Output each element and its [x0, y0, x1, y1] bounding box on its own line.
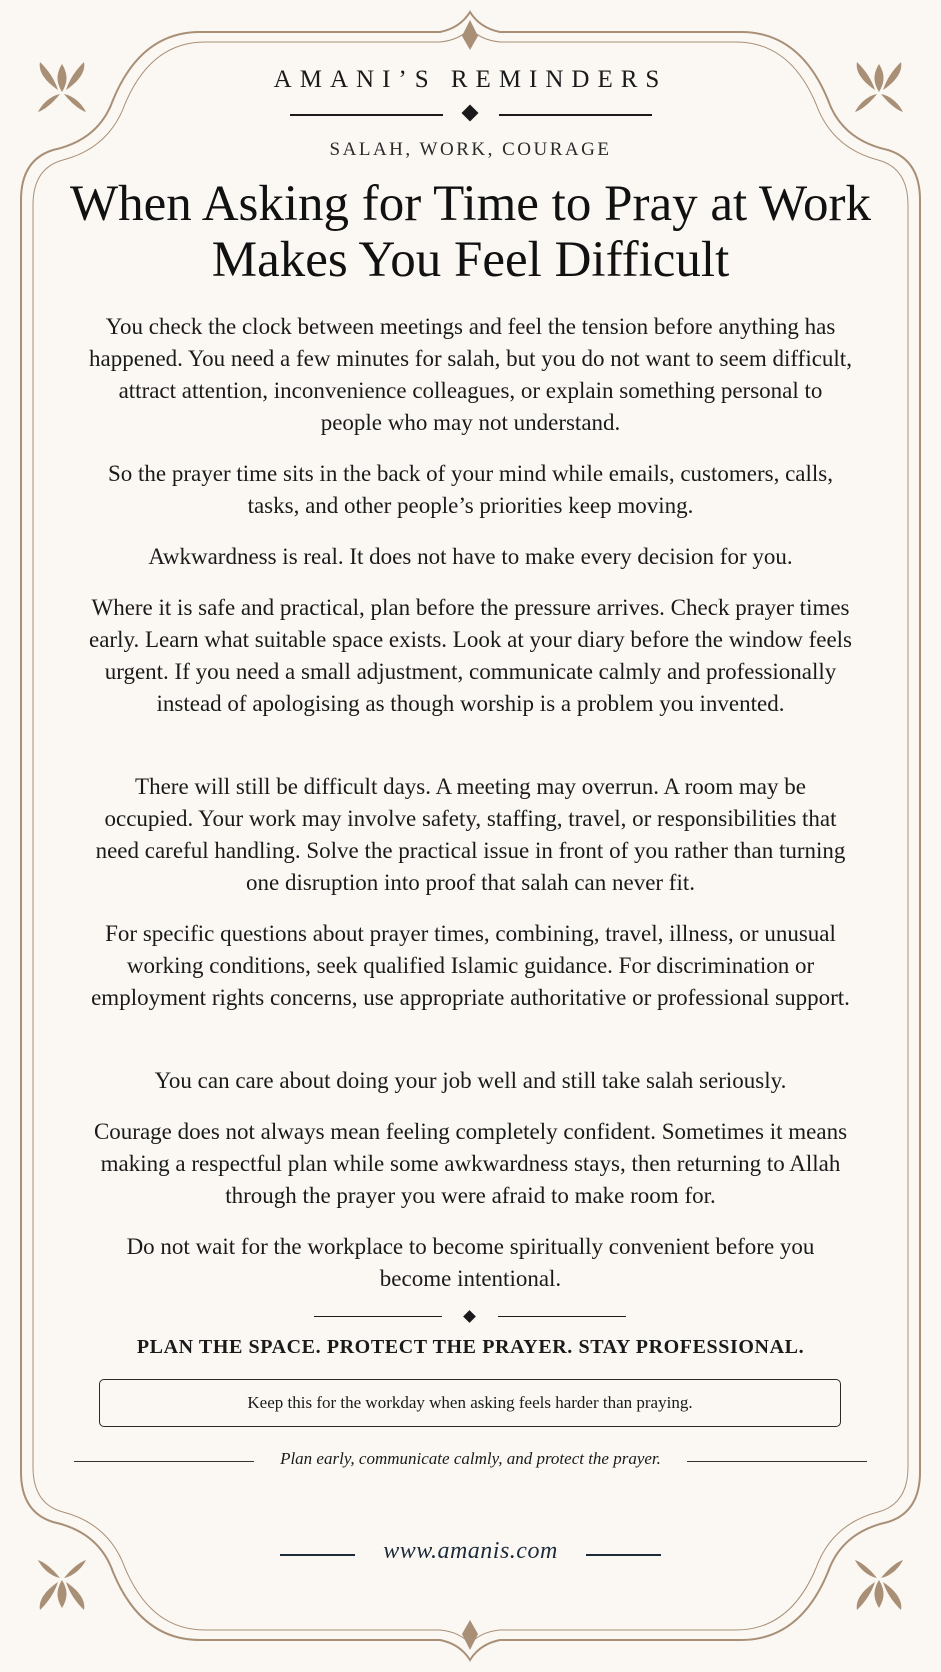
- paragraph: You can care about doing your job well and still take salah seriously.: [154, 1068, 787, 1093]
- paragraph: Courage does not always mean feeling completely confident. Sometimes it means making a respectful plan while some awkwardness stays, then returning to Allah through the prayer you were afraid to make room for.: [93, 1119, 848, 1208]
- website-link[interactable]: www.amanis.com: [383, 1538, 558, 1564]
- section-divider: [314, 1311, 626, 1321]
- footer-note: Plan early, communicate calmly, and protect the prayer.: [280, 1449, 661, 1468]
- fleur-ornament-bottom-right: [855, 1560, 903, 1610]
- bottom-diamond-ornament: [462, 1620, 478, 1650]
- motto: PLAN THE SPACE. PROTECT THE PRAYER. STAY PROFESSIONAL.: [136, 1336, 805, 1358]
- subtitle: SALAH, WORK, COURAGE: [329, 139, 612, 160]
- page-title: When Asking for Time to Pray at Work Makes You Feel Difficult: [70, 176, 872, 288]
- brand-name: AMANI’S REMINDERS: [273, 66, 668, 93]
- paragraph: So the prayer time sits in the back of your mind while emails, customers, calls, tasks, and other people’s priorities keep moving.: [108, 461, 833, 518]
- website-row: [280, 1538, 661, 1568]
- keep-note-box: Keep this for the workday when asking feels harder than praying.: [99, 1379, 841, 1427]
- paragraph: Where it is safe and practical, plan before the pressure arrives. Check prayer times early. Learn what suitable space exists. Look at your diary before the window feels urgent. If you need a small adjustment, communicate calmly and professionally instead of apologising as though worship is a problem you invented.: [89, 595, 852, 716]
- top-diamond-ornament: [462, 20, 478, 50]
- paragraph: Do not wait for the workplace to become spiritually convenient before you become intentional.: [126, 1234, 815, 1291]
- diamond-icon: [463, 1310, 476, 1323]
- paragraph: For specific questions about prayer times, combining, travel, illness, or unusual working conditions, seek qualified Islamic guidance. For discrimination or employment rights concerns, use appropriate authoritative or professional support.: [91, 921, 850, 1010]
- paragraph: You check the clock between meetings and feel the tension before anything has happened. You need a few minutes for salah, but you do not want to seem difficult, attract attention, inconvenience colleagues, or explain something personal to people who may not understand.: [89, 314, 852, 435]
- fleur-ornament-bottom-left: [38, 1560, 86, 1610]
- footer-note-row: [74, 1449, 867, 1473]
- brand-divider: [290, 110, 652, 120]
- paragraph: There will still be difficult days. A meeting may overrun. A room may be occupied. Your work may involve safety, staffing, travel, or responsibilities that need careful handling. Solve the practical issue in front of you rather than turning one disruption into proof that salah can never fit.: [95, 774, 846, 895]
- paragraph: Awkwardness is real. It does not have to make every decision for you.: [148, 544, 793, 569]
